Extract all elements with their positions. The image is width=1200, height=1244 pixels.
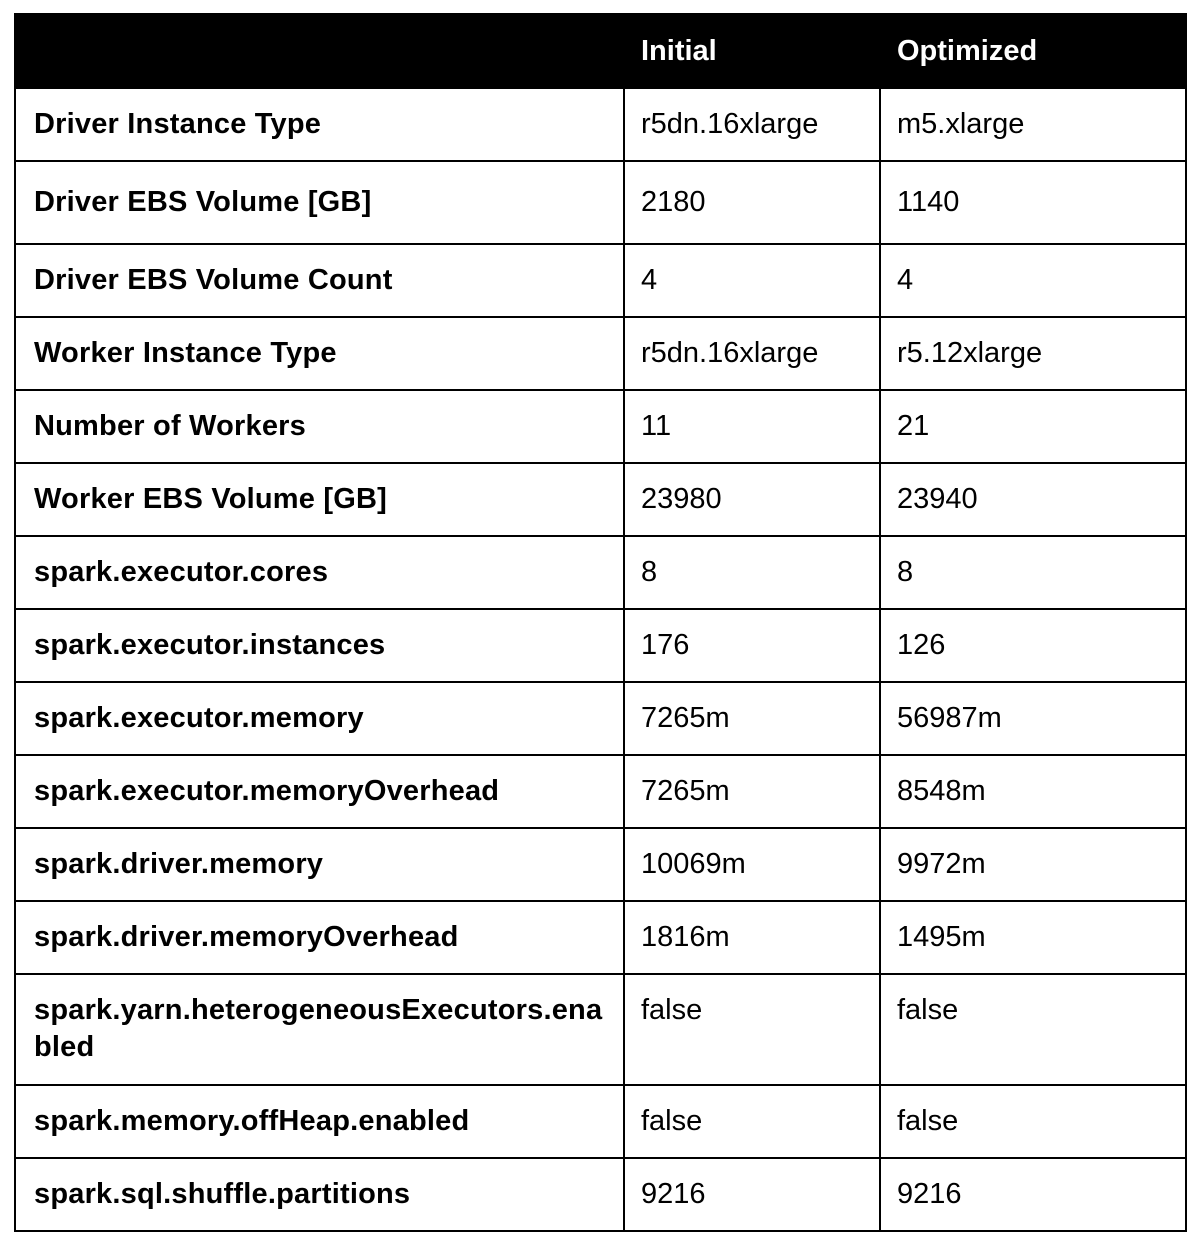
optimized-value: 4 xyxy=(880,244,1186,317)
optimized-value: 56987m xyxy=(880,682,1186,755)
optimized-value: 8548m xyxy=(880,755,1186,828)
table-row xyxy=(15,682,1186,755)
header-initial: Initial xyxy=(624,14,880,88)
table-row xyxy=(15,1085,1186,1158)
row-label: spark.driver.memory xyxy=(15,828,624,901)
row-label: Number of Workers xyxy=(15,390,624,463)
row-label: Driver Instance Type xyxy=(15,88,624,161)
header-blank xyxy=(15,14,624,88)
row-label: spark.sql.shuffle.partitions xyxy=(15,1158,624,1231)
table-row xyxy=(15,609,1186,682)
optimized-value: 23940 xyxy=(880,463,1186,536)
row-label: spark.executor.instances xyxy=(15,609,624,682)
initial-value: false xyxy=(624,974,880,1085)
initial-value: 2180 xyxy=(624,161,880,244)
row-label: spark.executor.memory xyxy=(15,682,624,755)
table-row xyxy=(15,390,1186,463)
table-row xyxy=(15,88,1186,161)
initial-value: 7265m xyxy=(624,682,880,755)
optimized-value: r5.12xlarge xyxy=(880,317,1186,390)
initial-value: 4 xyxy=(624,244,880,317)
row-label: spark.executor.cores xyxy=(15,536,624,609)
row-label: spark.executor.memoryOverhead xyxy=(15,755,624,828)
table-row xyxy=(15,974,1186,1085)
row-label: spark.driver.memoryOverhead xyxy=(15,901,624,974)
header-optimized: Optimized xyxy=(880,14,1186,88)
row-label: spark.yarn.heterogeneousExecutors.enabled xyxy=(15,974,624,1085)
table-row xyxy=(15,901,1186,974)
row-label: Worker Instance Type xyxy=(15,317,624,390)
table-row xyxy=(15,536,1186,609)
initial-value: 23980 xyxy=(624,463,880,536)
optimized-value: 21 xyxy=(880,390,1186,463)
initial-value: r5dn.16xlarge xyxy=(624,88,880,161)
header-row xyxy=(15,14,1186,88)
table-row xyxy=(15,161,1186,244)
row-label: spark.memory.offHeap.enabled xyxy=(15,1085,624,1158)
optimized-value: false xyxy=(880,1085,1186,1158)
row-label: Driver EBS Volume Count xyxy=(15,244,624,317)
table-row xyxy=(15,1158,1186,1231)
config-comparison-table xyxy=(14,13,1187,1232)
optimized-value: 1140 xyxy=(880,161,1186,244)
optimized-value: 9972m xyxy=(880,828,1186,901)
initial-value: false xyxy=(624,1085,880,1158)
table-row xyxy=(15,828,1186,901)
optimized-value: 8 xyxy=(880,536,1186,609)
optimized-value: 9216 xyxy=(880,1158,1186,1231)
optimized-value: m5.xlarge xyxy=(880,88,1186,161)
initial-value: 8 xyxy=(624,536,880,609)
initial-value: 176 xyxy=(624,609,880,682)
table-row xyxy=(15,244,1186,317)
initial-value: 1816m xyxy=(624,901,880,974)
table-row xyxy=(15,317,1186,390)
initial-value: 10069m xyxy=(624,828,880,901)
initial-value: r5dn.16xlarge xyxy=(624,317,880,390)
optimized-value: false xyxy=(880,974,1186,1085)
optimized-value: 1495m xyxy=(880,901,1186,974)
initial-value: 11 xyxy=(624,390,880,463)
table-row xyxy=(15,755,1186,828)
row-label: Driver EBS Volume [GB] xyxy=(15,161,624,244)
initial-value: 7265m xyxy=(624,755,880,828)
row-label: Worker EBS Volume [GB] xyxy=(15,463,624,536)
initial-value: 9216 xyxy=(624,1158,880,1231)
table-row xyxy=(15,463,1186,536)
optimized-value: 126 xyxy=(880,609,1186,682)
